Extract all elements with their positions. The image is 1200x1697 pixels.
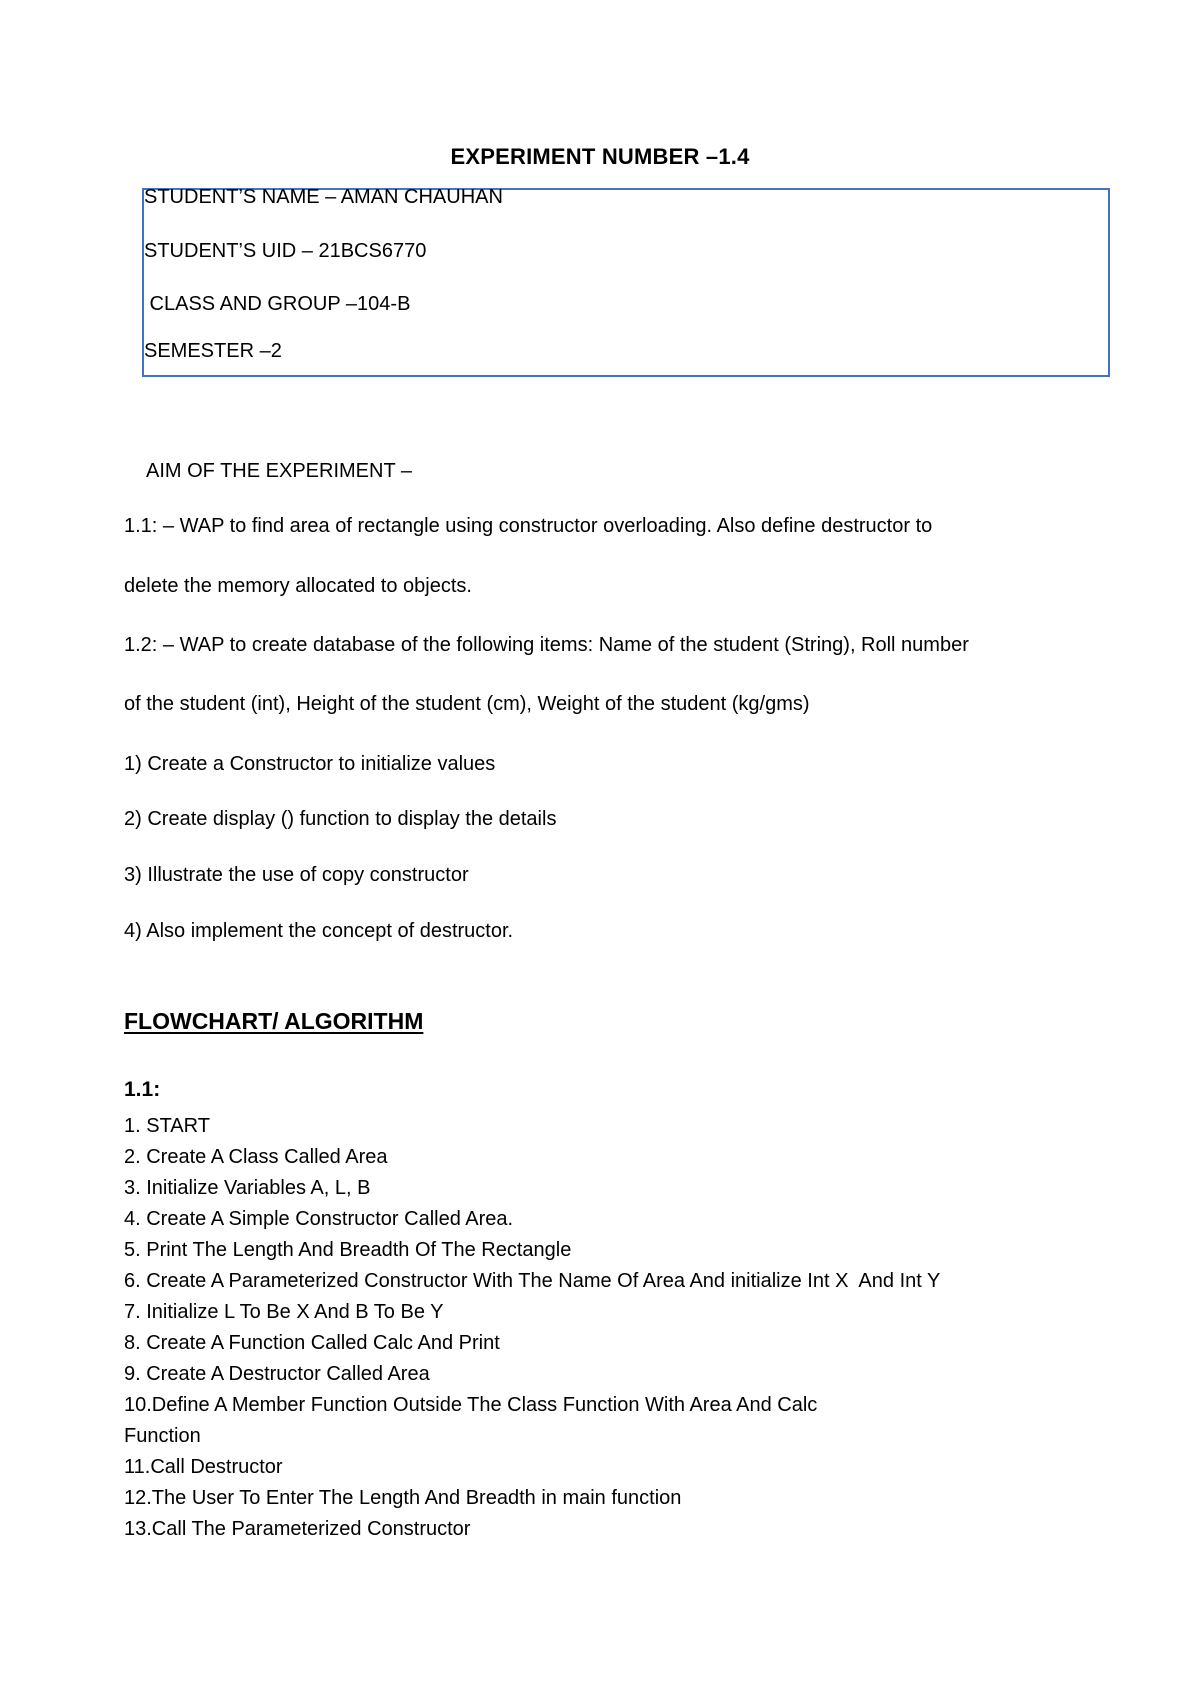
aim-question-1-line-1: 1.1: – WAP to find area of rectangle using constructor overloading. Also define destructor to [124, 515, 933, 537]
page-title: EXPERIMENT NUMBER –1.4 [450, 144, 750, 169]
algorithm-step: 1. START [124, 1115, 210, 1137]
student-info-box [142, 188, 1110, 377]
algorithm-step: 13.Call The Parameterized Constructor [124, 1518, 471, 1540]
algorithm-step: 2. Create A Class Called Area [124, 1146, 388, 1168]
task-item-3: 3) Illustrate the use of copy constructor [124, 864, 469, 886]
algorithm-step: 5. Print The Length And Breadth Of The Rectangle [124, 1239, 572, 1261]
algorithm-step: 10.Define A Member Function Outside The Class Function With Area And Calc [124, 1394, 818, 1416]
aim-question-1-line-2: delete the memory allocated to objects. [124, 575, 472, 597]
flowchart-heading: FLOWCHART/ ALGORITHM [124, 1008, 424, 1034]
flowchart-part-label: 1.1: [124, 1078, 161, 1101]
aim-heading: AIM OF THE EXPERIMENT – [146, 460, 412, 482]
algorithm-step: 7. Initialize L To Be X And B To Be Y [124, 1301, 444, 1323]
task-item-1: 1) Create a Constructor to initialize values [124, 753, 496, 775]
algorithm-step: 3. Initialize Variables A, L, B [124, 1177, 371, 1199]
algorithm-steps-list [124, 1111, 940, 1545]
algorithm-step: 9. Create A Destructor Called Area [124, 1363, 430, 1385]
task-item-4: 4) Also implement the concept of destructor. [124, 920, 514, 942]
aim-question-2-line-1: 1.2: – WAP to create database of the following items: Name of the student (String), Roll number [124, 634, 969, 656]
semester-line: SEMESTER –2 [144, 340, 282, 362]
algorithm-step: 4. Create A Simple Constructor Called Area. [124, 1208, 514, 1230]
algorithm-step: 6. Create A Parameterized Constructor With The Name Of Area And initialize Int X And Int Y [124, 1270, 941, 1292]
task-item-2: 2) Create display () function to display the details [124, 808, 557, 830]
student-name-line: STUDENT’S NAME – AMAN CHAUHAN [144, 186, 503, 208]
algorithm-step: 11.Call Destructor [124, 1456, 283, 1478]
student-uid-line: STUDENT’S UID – 21BCS6770 [144, 240, 427, 262]
algorithm-step: 8. Create A Function Called Calc And Print [124, 1332, 500, 1354]
aim-question-2-line-2: of the student (int), Height of the student (cm), Weight of the student (kg/gms) [124, 693, 810, 715]
algorithm-step-continuation: Function [124, 1425, 201, 1447]
class-group-line: CLASS AND GROUP –104-B [144, 293, 411, 315]
algorithm-step: 12.The User To Enter The Length And Breadth in main function [124, 1487, 682, 1509]
